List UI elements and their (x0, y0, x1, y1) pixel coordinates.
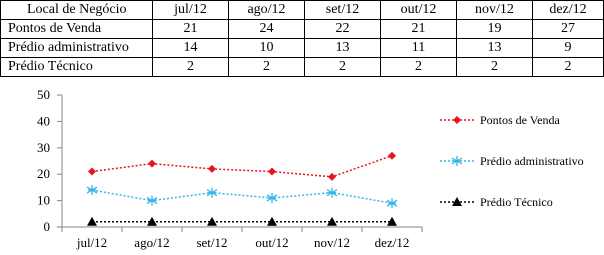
table-corner-label: Local de Negócio (1, 1, 153, 20)
chart-series (87, 152, 397, 226)
chart-legend (440, 113, 584, 209)
x-tick-label: jul/12 (76, 235, 108, 250)
data-point-pontos-de-venda (388, 152, 396, 160)
data-point-predio-administrativo (207, 188, 217, 198)
table-cell: 10 (229, 39, 305, 58)
table-cell: 21 (153, 20, 229, 39)
data-point-predio-administrativo (147, 196, 157, 206)
y-tick-label: 50 (37, 87, 50, 102)
table-cell: 21 (381, 20, 457, 39)
table-row (1, 39, 604, 58)
data-point-predio-administrativo (387, 198, 397, 208)
data-point-pontos-de-venda (268, 168, 276, 176)
row-label: Prédio administrativo (1, 39, 153, 58)
table-cell: 14 (153, 39, 229, 58)
data-point-pontos-de-venda (88, 168, 96, 176)
x-tick-label: nov/12 (313, 235, 351, 250)
x-tick-label: ago/12 (134, 235, 170, 250)
table-cell: 11 (381, 39, 457, 58)
month-header: ago/12 (229, 1, 305, 20)
legend-label-pontos-de-venda: Pontos de Venda (480, 113, 560, 127)
x-tick-label: dez/12 (374, 235, 410, 250)
month-header: nov/12 (457, 1, 533, 20)
series-line-pontos-de-venda (92, 156, 392, 177)
table-row (1, 58, 604, 77)
table-cell: 2 (229, 58, 305, 77)
data-point-predio-administrativo (87, 185, 97, 195)
table-cell: 2 (153, 58, 229, 77)
month-header: set/12 (305, 1, 381, 20)
y-tick-label: 0 (43, 219, 50, 234)
table-row (1, 20, 604, 39)
data-table (0, 0, 604, 77)
table-cell: 2 (305, 58, 381, 77)
row-label: Prédio Técnico (1, 58, 153, 77)
table-cell: 2 (533, 58, 604, 77)
month-header: jul/12 (153, 1, 229, 20)
legend-label-predio-administrativo: Prédio administrativo (480, 154, 584, 168)
y-tick-label: 10 (37, 192, 50, 208)
data-point-predio-administrativo (327, 188, 337, 198)
legend-marker-pontos-de-venda (453, 116, 461, 124)
data-point-pontos-de-venda (148, 160, 156, 168)
x-tick-label: set/12 (196, 235, 228, 250)
y-tick-label: 20 (37, 166, 50, 182)
table-cell: 24 (229, 20, 305, 39)
table-cell: 13 (305, 39, 381, 58)
table-cell: 19 (457, 20, 533, 39)
table-cell: 27 (533, 20, 604, 39)
data-point-predio-tecnico (87, 217, 97, 226)
legend-marker-predio-administrativo (452, 156, 462, 166)
series-line-predio-administrativo (92, 190, 392, 203)
month-header: dez/12 (533, 1, 604, 20)
data-point-predio-administrativo (267, 193, 277, 203)
legend-label-predio-tecnico: Prédio Técnico (480, 195, 553, 209)
y-tick-label: 30 (37, 139, 50, 155)
table-cell: 2 (457, 58, 533, 77)
line-chart (0, 82, 604, 255)
table-cell: 2 (381, 58, 457, 77)
data-point-pontos-de-venda (208, 165, 216, 173)
table-cell: 22 (305, 20, 381, 39)
table-cell: 9 (533, 39, 604, 58)
x-tick-label: out/12 (255, 235, 289, 250)
data-point-pontos-de-venda (328, 173, 336, 181)
row-label: Pontos de Venda (1, 20, 153, 39)
y-tick-label: 40 (37, 113, 50, 129)
table-cell: 13 (457, 39, 533, 58)
month-header: out/12 (381, 1, 457, 20)
table-header-row (1, 1, 604, 20)
